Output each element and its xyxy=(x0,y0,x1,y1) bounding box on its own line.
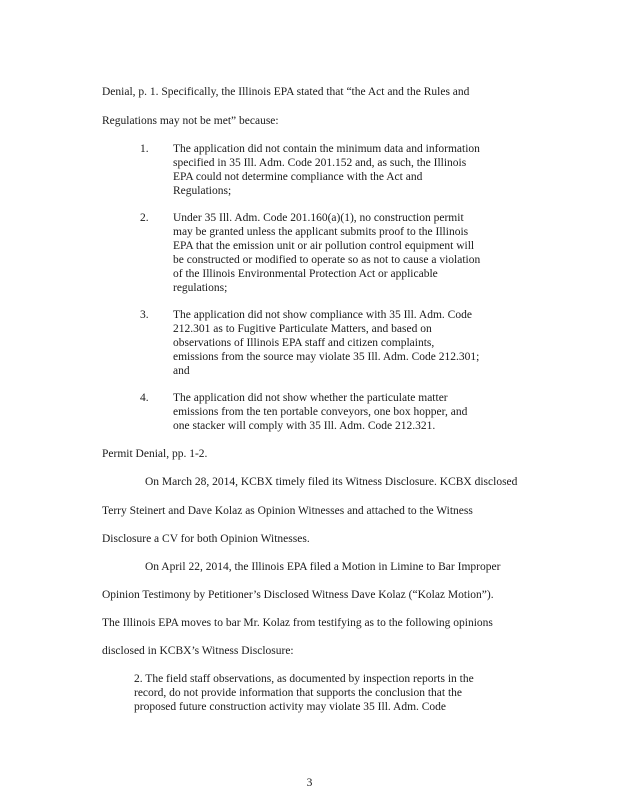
list-item-line: The application did not contain the minimum data and information xyxy=(173,143,480,155)
paragraph-line: Opinion Testimony by Petitioner’s Disclosed Witness Dave Kolaz (“Kolaz Motion”). xyxy=(102,589,494,601)
citation: Permit Denial, pp. 1-2. xyxy=(102,448,208,460)
quote-line: record, do not provide information that supports the conclusion that the xyxy=(134,687,462,699)
paragraph-line: Terry Steinert and Dave Kolaz as Opinion Witnesses and attached to the Witness xyxy=(102,505,473,517)
page-number: 3 xyxy=(306,777,313,789)
list-item-text xyxy=(173,211,513,295)
intro-line-2: Regulations may not be met” because: xyxy=(102,115,279,127)
paragraph-line: Disclosure a CV for both Opinion Witnesses. xyxy=(102,533,310,545)
list-item-line: emissions from the source may violate 35 Ill. Adm. Code 212.301; xyxy=(173,351,480,363)
list-item-line: and xyxy=(173,365,190,377)
paragraph-line: The Illinois EPA moves to bar Mr. Kolaz from testifying as to the following opinions xyxy=(102,617,493,629)
list-item-line: observations of Illinois EPA staff and citizen complaints, xyxy=(173,337,435,349)
paragraph-line: disclosed in KCBX’s Witness Disclosure: xyxy=(102,645,294,657)
quote-line: 2. The field staff observations, as documented by inspection reports in the xyxy=(134,673,474,685)
block-quote xyxy=(134,672,504,714)
list-item-line: EPA could not determine compliance with the Act and xyxy=(173,171,423,183)
list-item-line: Regulations; xyxy=(173,185,232,197)
list-item-line: The application did not show whether the particulate matter xyxy=(173,392,448,404)
list-item-text xyxy=(173,308,513,378)
list-item-line: The application did not show compliance with 35 Ill. Adm. Code xyxy=(173,309,472,321)
list-item-number: 2. xyxy=(140,212,149,224)
list-item-line: one stacker will comply with 35 Ill. Adm. Code 212.321. xyxy=(173,420,436,432)
intro-line-1: Denial, p. 1. Specifically, the Illinois EPA stated that “the Act and the Rules and xyxy=(102,86,470,98)
list-item-text xyxy=(173,391,513,433)
list-item-line: specified in 35 Ill. Adm. Code 201.152 and, as such, the Illinois xyxy=(173,157,467,169)
list-item-line: EPA that the emission unit or air pollution control equipment will xyxy=(173,240,475,252)
list-item-line: emissions from the ten portable conveyors, one box hopper, and xyxy=(173,406,468,418)
list-item-text xyxy=(173,142,513,198)
paragraph-line: On April 22, 2014, the Illinois EPA filed a Motion in Limine to Bar Improper xyxy=(145,561,501,573)
paragraph-line: On March 28, 2014, KCBX timely filed its Witness Disclosure. KCBX disclosed xyxy=(145,476,518,488)
list-item-line: regulations; xyxy=(173,282,228,294)
list-item-line: may be granted unless the applicant submits proof to the Illinois xyxy=(173,226,469,238)
list-item-line: of the Illinois Environmental Protection Act or applicable xyxy=(173,268,438,280)
list-item-line: be constructed or modified to operate so as not to cause a violation xyxy=(173,254,481,266)
list-item-number: 4. xyxy=(140,392,149,404)
list-item-line: Under 35 Ill. Adm. Code 201.160(a)(1), no construction permit xyxy=(173,212,464,224)
quote-line: proposed future construction activity may violate 35 Ill. Adm. Code xyxy=(134,701,447,713)
list-item-number: 3. xyxy=(140,309,149,321)
list-item-number: 1. xyxy=(140,143,149,155)
list-item-line: 212.301 as to Fugitive Particulate Matters, and based on xyxy=(173,323,432,335)
